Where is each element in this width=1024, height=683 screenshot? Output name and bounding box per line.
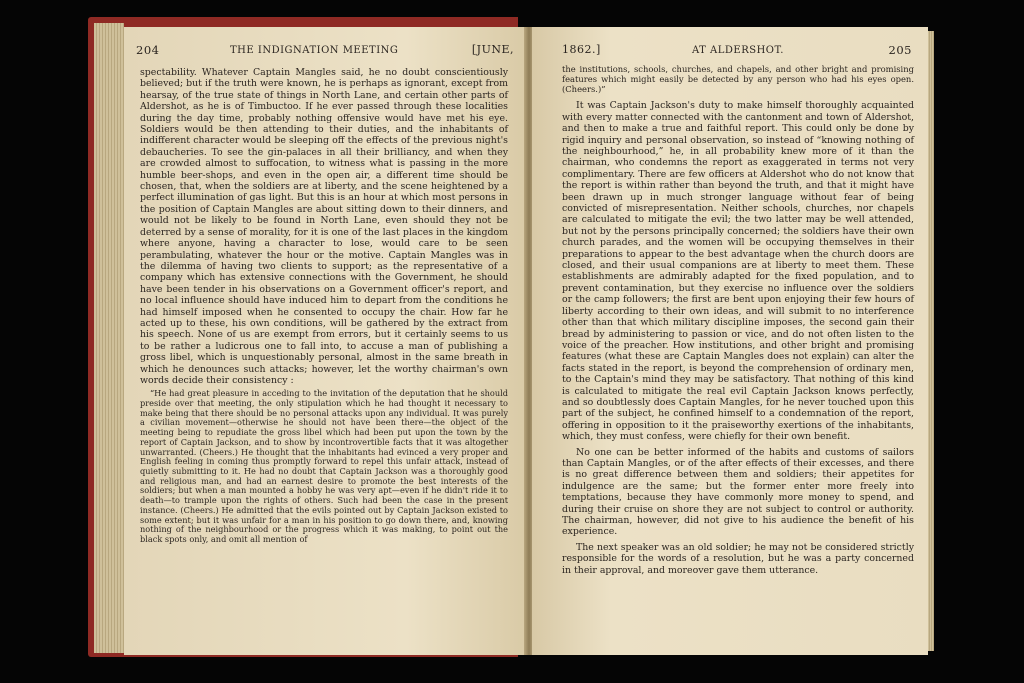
left-page-number: 204 [136, 43, 160, 57]
open-book [88, 17, 934, 657]
left-quotation [140, 389, 508, 544]
right-paragraph-1: It was Captain Jackson's duty to make himself thoroughly acquainted with every matter connected with the cantonment and town of Aldershot, and then to make a true and faithful report. This could only be done by rigid inquiry and personal observation, so instead of “knowing nothing of the neighbourhood,” he, in all probability knew more of it than the chairman, who condemns the report as exaggerated in terms not very complimentary. There are few officers at Aldershot who do not know that the report is within rather than beyond the truth, and that it might have been drawn up in much stronger language without fear of being convicted of misrepresentation. Neither schools, churches, nor chapels are calculated to mitigate the evil; the two latter may be well attended, but not by the persons principally concerned; the soldiers have their own church parades, and the women will be occupying themselves in their preparations to appear to the best advantage when the church doors are closed, and their usual companions are at liberty to meet them. These establishments are admirably adapted for the fixed population, and to prevent contamination, but they exercise no influence over the soldiers or the camp followers; the first are bent upon enjoying their few hours of liberty according to their own ideas, and will submit to no interference other than that which military discipline imposes, the second gain their bread by administering to passion or vice, and do not often listen to the voice of the preacher. How institutions, and other bright and promising features (what these are Captain Mangles does not explain) can alter the facts stated in the report, is beyond the comprehension of ordinary men, to the Captain's mind they may be satisfactory. That nothing of this kind is calculated to mitigate the real evil Captain Jackson knows perfectly, and so doubtlessly does Captain Mangles, for he never touched upon this part of the subject, he confined himself to a condemnation of the report, offering in opposition to it the praiseworthy exertions of the inhabitants, which, they must confess, were chiefly for their own benefit. [562, 100, 914, 443]
right-paragraph-2: No one can be better informed of the habits and customs of sailors than Captain Mangles, or of the after effects of their excesses, and there is no great difference between them and soldiers; their appetites for indulgence are the same; but the former enter more freely into temptations, because they have commonly more money to spend, and during their cruise on shore they are not subject to control or authority. The chairman, however, did not give to his audience the benefit of his experience. [562, 446, 914, 538]
left-page [124, 27, 528, 655]
right-body-text [562, 65, 914, 576]
left-body-text [140, 67, 508, 545]
right-opening-quote: the institutions, schools, churches, and chapels, and other bright and promising features which might easily be detected by any person who had his eyes open. (Cheers.)” [562, 64, 914, 94]
quotation-text: “He had great pleasure in acceding to the invitation of the deputation that he should preside over that meeting, the only stipulation which he had thought it necessary to make being that there should be no personal attacks upon any individual. It was purely a civilian movement—otherwise he should not have been there—the object of the meeting being to repudiate the gross libel which had been put upon the town by the report of Captain Jackson, and to show by incontrovertible facts that it was altogether unwarranted. (Cheers.) He thought that the inhabitants had evinced a very proper and English feeling in coming thus promptly forward to repel this unfair attack, instead of quietly submitting to it. He had no doubt that Captain Jackson was a thoroughly good and religious man, and had an earnest desire to promote the best interests of the soldiers; but when a man mounted a hobby he was very apt—even if he didn't ride it to death—to trample upon the rights of others. Such had been the case in the present instance. (Cheers.) He admitted that the evils pointed out by Captain Jackson existed to some extent; but it was unfair for a man in his position to go down there, and, knowing nothing of the neighbourhood or the progress which it was making, to point out the black spots only, and omit all mention of [140, 388, 508, 544]
left-running-title: THE INDIGNATION MEETING [230, 45, 399, 56]
page-edges [94, 23, 124, 653]
left-running-date: [JUNE, [471, 43, 514, 56]
left-paragraph: spectability. Whatever Captain Mangles said, he no doubt conscientiously believed; but if the truth were known, he is perhaps as ignorant, except from hearsay, of the true state of things in North Lane, and certain other parts of Aldershot, as he is of Timbuctoo. If he ever passed through these localities during the day time, probably nothing offensive would have met his eye. Soldiers would be then attending to their duties, and the inhabitants of indifferent character would be sleeping off the effects of the previous night's debaucheries. To see the gin-palaces in all their brilliancy, and when they are crowded almost to suffocation, to witness what is passing in the more humble beer-shops, and even in the open air, a different time should be chosen, that, when the soldiers are at liberty, and the scene heightened by a perfect illumination of gas light. But this is an hour at which most persons in the position of Captain Mangles are about sitting down to their dinners, and would not be likely to be found in North Lane, even should they not be deterred by a sense of morality, for it is one of the last places in the kingdom where anyone, having a character to lose, would care to be seen perambulating, whatever the hour or the motive. Captain Mangles was in the dilemma of having two clients to support; as the representative of a company which has extensive connections with the Government, he should have been tender in his observations on a Government officer's report, and no local influence should have induced him to depart from the conditions he had himself imposed when he consented to occupy the chair. How far he acted up to these, his own conditions, will be gathered by the extract from his speech. None of us are exempt from errors, but it certainly seems to us to be rather a ludicrous one to fall into, to accuse a man of publishing a gross libel, which is unquestionably personal, almost in the same breath in which he denounces such attacks; however, let the worthy chairman's own words decide their consistency : [140, 67, 508, 386]
right-running-title: AT ALDERSHOT. [692, 45, 784, 56]
right-page [532, 27, 928, 655]
right-page-number: 205 [888, 43, 912, 57]
right-page-edges [928, 31, 934, 651]
right-running-date: 1862.] [562, 43, 601, 56]
right-paragraph-3: The next speaker was an old soldier; he may not be considered strictly responsible for the words of a resolution, but he was a party concerned in their approval, and moreover gave them utterance. [562, 541, 914, 576]
